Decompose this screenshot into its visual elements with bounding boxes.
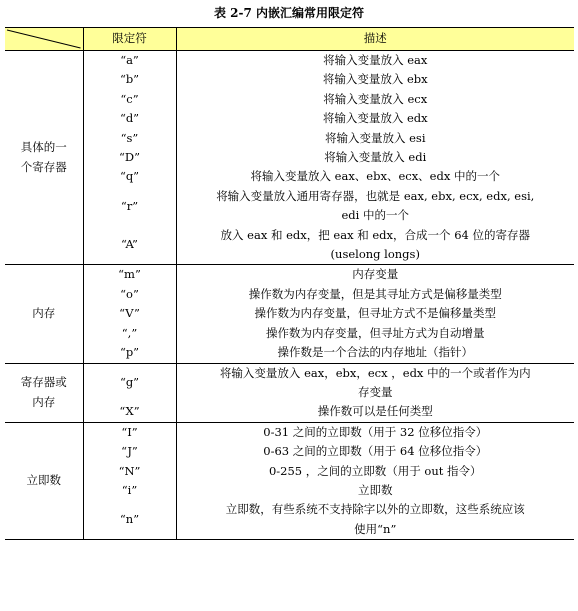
description-cell: 将输入变量放入 esi: [324, 130, 426, 145]
table-row: [5, 51, 574, 71]
constraint-cell: “I”: [83, 422, 176, 442]
constraint-cell: “A”: [83, 226, 176, 265]
table-row: [5, 148, 574, 167]
table-row: [5, 324, 574, 343]
description-cell: 将输入变量放入 ecx: [323, 91, 428, 106]
table-row: [5, 402, 574, 422]
description-cell: 将输入变量放入 edi: [324, 150, 427, 165]
description-cell: 将输入变量放入 ebx: [322, 72, 428, 87]
category-cell: 立即数: [5, 422, 83, 539]
diagonal-header-cell: [5, 28, 83, 51]
table-row: [5, 363, 574, 402]
category-cell: 寄存器或 内存: [5, 363, 83, 422]
constraint-cell: “q”: [83, 167, 176, 186]
constraint-cell: “c”: [83, 90, 176, 109]
constraint-cell: “r”: [83, 187, 176, 226]
constraint-cell: “N”: [83, 462, 176, 481]
description-cell: 0-255 ，之间的立即数（用于 out 指令）: [268, 463, 482, 478]
constraint-cell: “p”: [83, 343, 176, 363]
constraint-cell: “V”: [83, 304, 176, 323]
constraint-cell: “D”: [83, 148, 176, 167]
table-row: [5, 442, 574, 461]
constraint-cell: “i”: [83, 481, 176, 500]
table-row: [5, 70, 574, 89]
constraint-cell: “b”: [83, 70, 176, 89]
description-cell: 将输入变量放入 eax、ebx、ecx、edx 中的一个: [250, 169, 500, 184]
constraint-cell: “,”: [83, 324, 176, 343]
table-row: [5, 90, 574, 109]
constraint-cell: “m”: [83, 265, 176, 285]
table-row: [5, 265, 574, 285]
constraint-cell: “X”: [83, 402, 176, 422]
table-title: 表 2-7 内嵌汇编常用限定符: [213, 6, 365, 20]
table-body: [5, 51, 574, 540]
table-row: [5, 285, 574, 304]
table-row: [5, 187, 574, 226]
table-row: [5, 481, 574, 500]
category-cell: 内存: [5, 265, 83, 363]
description-cell: 操作数为内存变量，但寻址方式不是偏移量类型: [254, 306, 496, 321]
description-cell: 内存变量: [352, 267, 399, 282]
category-cell: 具体的一 个寄存器: [5, 51, 83, 265]
description-cell: 0-63 之间的立即数（用于 64 位移位指令）: [263, 444, 488, 459]
constraint-cell: “g”: [83, 363, 176, 402]
description-cell: 操作数为内存变量，但是其寻址方式是偏移量类型: [248, 286, 502, 301]
header-row: [5, 28, 574, 51]
description-cell: 立即数: [358, 482, 393, 497]
table-row: [5, 129, 574, 148]
table-row: [5, 343, 574, 363]
description-cell: 将输入变量放入 eax: [323, 53, 428, 67]
description-cell: 操作数可以是任何类型: [176, 402, 574, 422]
table-row: [5, 304, 574, 323]
header-description: 描述: [176, 28, 574, 51]
constraint-cell: “d”: [83, 109, 176, 128]
constraints-table: [5, 27, 574, 540]
table-row: [5, 167, 574, 186]
constraint-cell: “a”: [83, 51, 176, 71]
description-cell: 放入 eax 和 edx，把 eax 和 edx，合成一个 64 位的寄存器 (uselong longs): [176, 226, 574, 265]
description-cell: 操作数是一个合法的内存地址（指针）: [176, 343, 574, 363]
table-row: [5, 109, 574, 128]
description-cell: 将输入变量放入 edx: [322, 111, 428, 126]
table-row: [5, 422, 574, 442]
constraint-cell: “n”: [83, 500, 176, 539]
table-row: [5, 226, 574, 265]
diagonal-line: [5, 28, 83, 50]
description-cell: 将输入变量放入 eax，ebx，ecx ，edx 中的一个或者作为内 存变量: [219, 365, 531, 399]
constraint-cell: “o”: [83, 285, 176, 304]
constraint-cell: “J”: [83, 442, 176, 461]
description-cell: 将输入变量放入通用寄存器，也就是 eax, ebx, ecx, edx, esi, edi 中的一个: [216, 188, 535, 223]
description-cell: 立即数，有些系统不支持除字以外的立即数，这些系统应该 使用“n”: [176, 500, 574, 539]
table-row: [5, 462, 574, 481]
header-constraint: 限定符: [83, 28, 176, 51]
description-cell: 0-31 之间的立即数（用于 32 位移位指令）: [263, 424, 488, 439]
description-cell: 操作数为内存变量，但寻址方式为自动增量: [266, 325, 485, 340]
constraint-cell: “s”: [83, 129, 176, 148]
table-row: [5, 500, 574, 539]
